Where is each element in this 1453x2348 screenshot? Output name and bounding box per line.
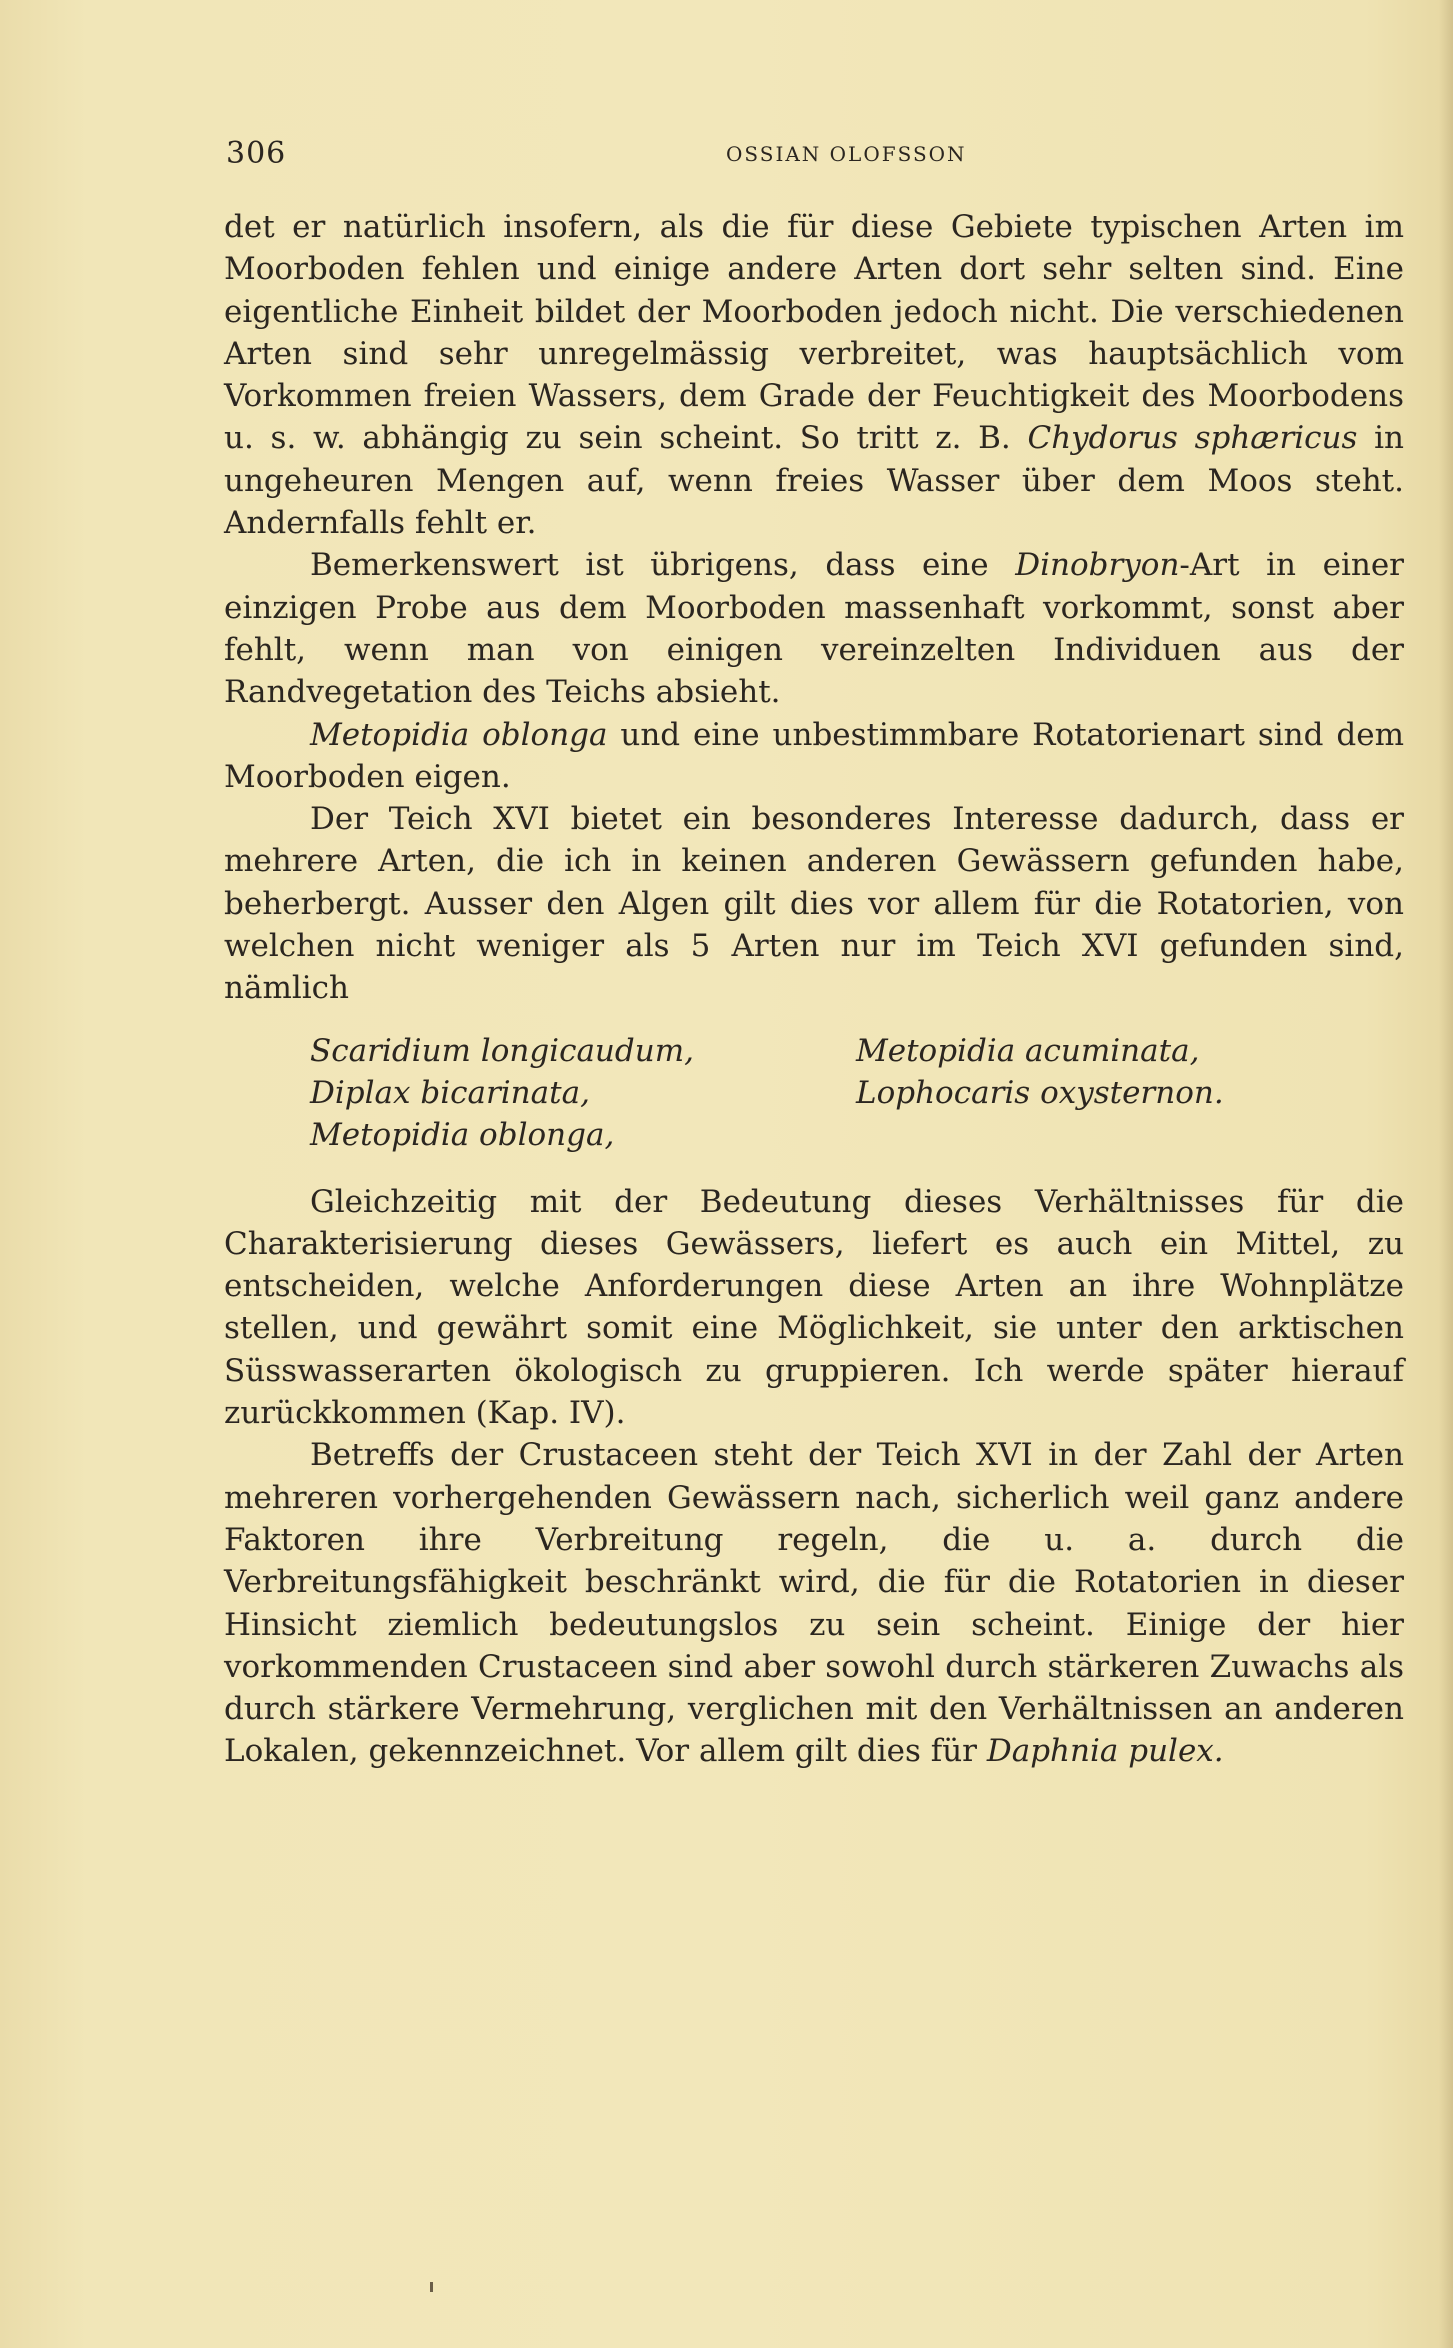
species-list-item: Scaridium longicaudum, xyxy=(310,1032,694,1069)
body-text xyxy=(224,206,1404,1773)
species-list-item: Lophocaris oxysternon. xyxy=(856,1074,1224,1111)
paragraph-text: in ungeheuren Mengen auf, wenn freies Wasser über dem Moos steht. Andernfalls fehlt er. xyxy=(224,420,1405,542)
species-list-item xyxy=(856,1114,1326,1156)
paragraph-1 xyxy=(224,206,1404,544)
paragraph-text: det er natürlich insofern, als die für diese Gebiete typischen Arten im Moorboden fehlen und einige andere Arten dort sehr selten sind. Eine eigentliche Einheit bildet der Moorboden jedoch nicht. Die verschiedenen Arten sind sehr unregelmässig verbreitet, was hauptsächlich vom Vorkommen freien Wassers, dem Grade der Feuchtigkeit des Moorbodens u. s. w. abhängig zu sein scheint. So tritt z. B. xyxy=(224,209,1404,457)
paragraph-text: -Art in einer einzigen Probe aus dem Moorboden massenhaft vorkommt, sonst aber fehlt, wenn man von einigen vereinzelten Individuen aus der Randvegetation des Teichs absieht. xyxy=(224,547,1404,711)
paragraph-6 xyxy=(224,1434,1404,1772)
species-name: Daphnia pulex. xyxy=(986,1733,1224,1770)
paragraph-text: und eine unbestimmbare Rotatorienart sind dem Moorboden eigen. xyxy=(224,716,1404,795)
paragraph-text: Betreffs der Crustaceen steht der Teich XVI in der Zahl der Arten mehreren vorhergehenden Gewässern nach, sicherlich weil ganz andere Faktoren ihre Verbreitung regeln, die u. a. durch die Verbreitungsfähigkeit beschränkt wird, die für die Rotatorien in dieser Hinsicht ziemlich bedeutungslos zu sein scheint. Einige der hier vorkommenden Crustaceen sind aber sowohl durch stärkeren Zuwachs als durch stärkere Vermehrung, verglichen mit den Verhältnissen an anderen Lokalen, gekennzeichnet. Vor allem gilt dies für xyxy=(224,1437,1404,1770)
paragraph-text: Gleichzeitig mit der Bedeutung dieses Verhältnisses für die Charakterisierung dieses Gewässers, liefert es auch ein Mittel, zu entscheiden, welche Anforderungen diese Arten an ihre Wohnplätze stellen, und gewährt somit eine Möglichkeit, sie unter den arktischen Süsswasserarten ökologisch zu gruppieren. Ich werde später hierauf zurückkommen (Kap. IV). xyxy=(224,1183,1404,1432)
paragraph-4 xyxy=(224,798,1404,1009)
paragraph-text: Der Teich XVI bietet ein besonderes Interesse dadurch, dass er mehrere Arten, die ich in keinen anderen Gewässern gefunden habe, beherbergt. Ausser den Algen gilt dies vor allem für die Rotatorien, von welchen nicht weniger als 5 Arten nur im Teich XVI gefunden sind, nämlich xyxy=(224,801,1404,1007)
paragraph-2 xyxy=(224,544,1404,713)
species-name: Metopidia oblonga xyxy=(310,716,608,753)
print-speck xyxy=(430,2282,433,2292)
paragraph-5 xyxy=(224,1181,1404,1435)
page-number: 306 xyxy=(226,136,287,171)
page-edge-shadow xyxy=(1439,0,1453,2348)
running-head: OSSIAN OLOFSSON xyxy=(726,142,967,166)
paragraph-text: Bemerkenswert ist übrigens, dass eine xyxy=(310,547,1016,584)
species-list-item: Metopidia acuminata, xyxy=(856,1032,1200,1069)
paragraph-3 xyxy=(224,714,1404,799)
species-name: Chydorus sphæricus xyxy=(1027,420,1358,457)
genus-name: Dinobryon xyxy=(1015,547,1180,584)
species-list-item: Diplax bicarinata, xyxy=(310,1074,590,1111)
species-list-item: Metopidia oblonga, xyxy=(310,1117,615,1154)
species-list xyxy=(310,1030,1310,1157)
page-header xyxy=(226,136,1406,170)
